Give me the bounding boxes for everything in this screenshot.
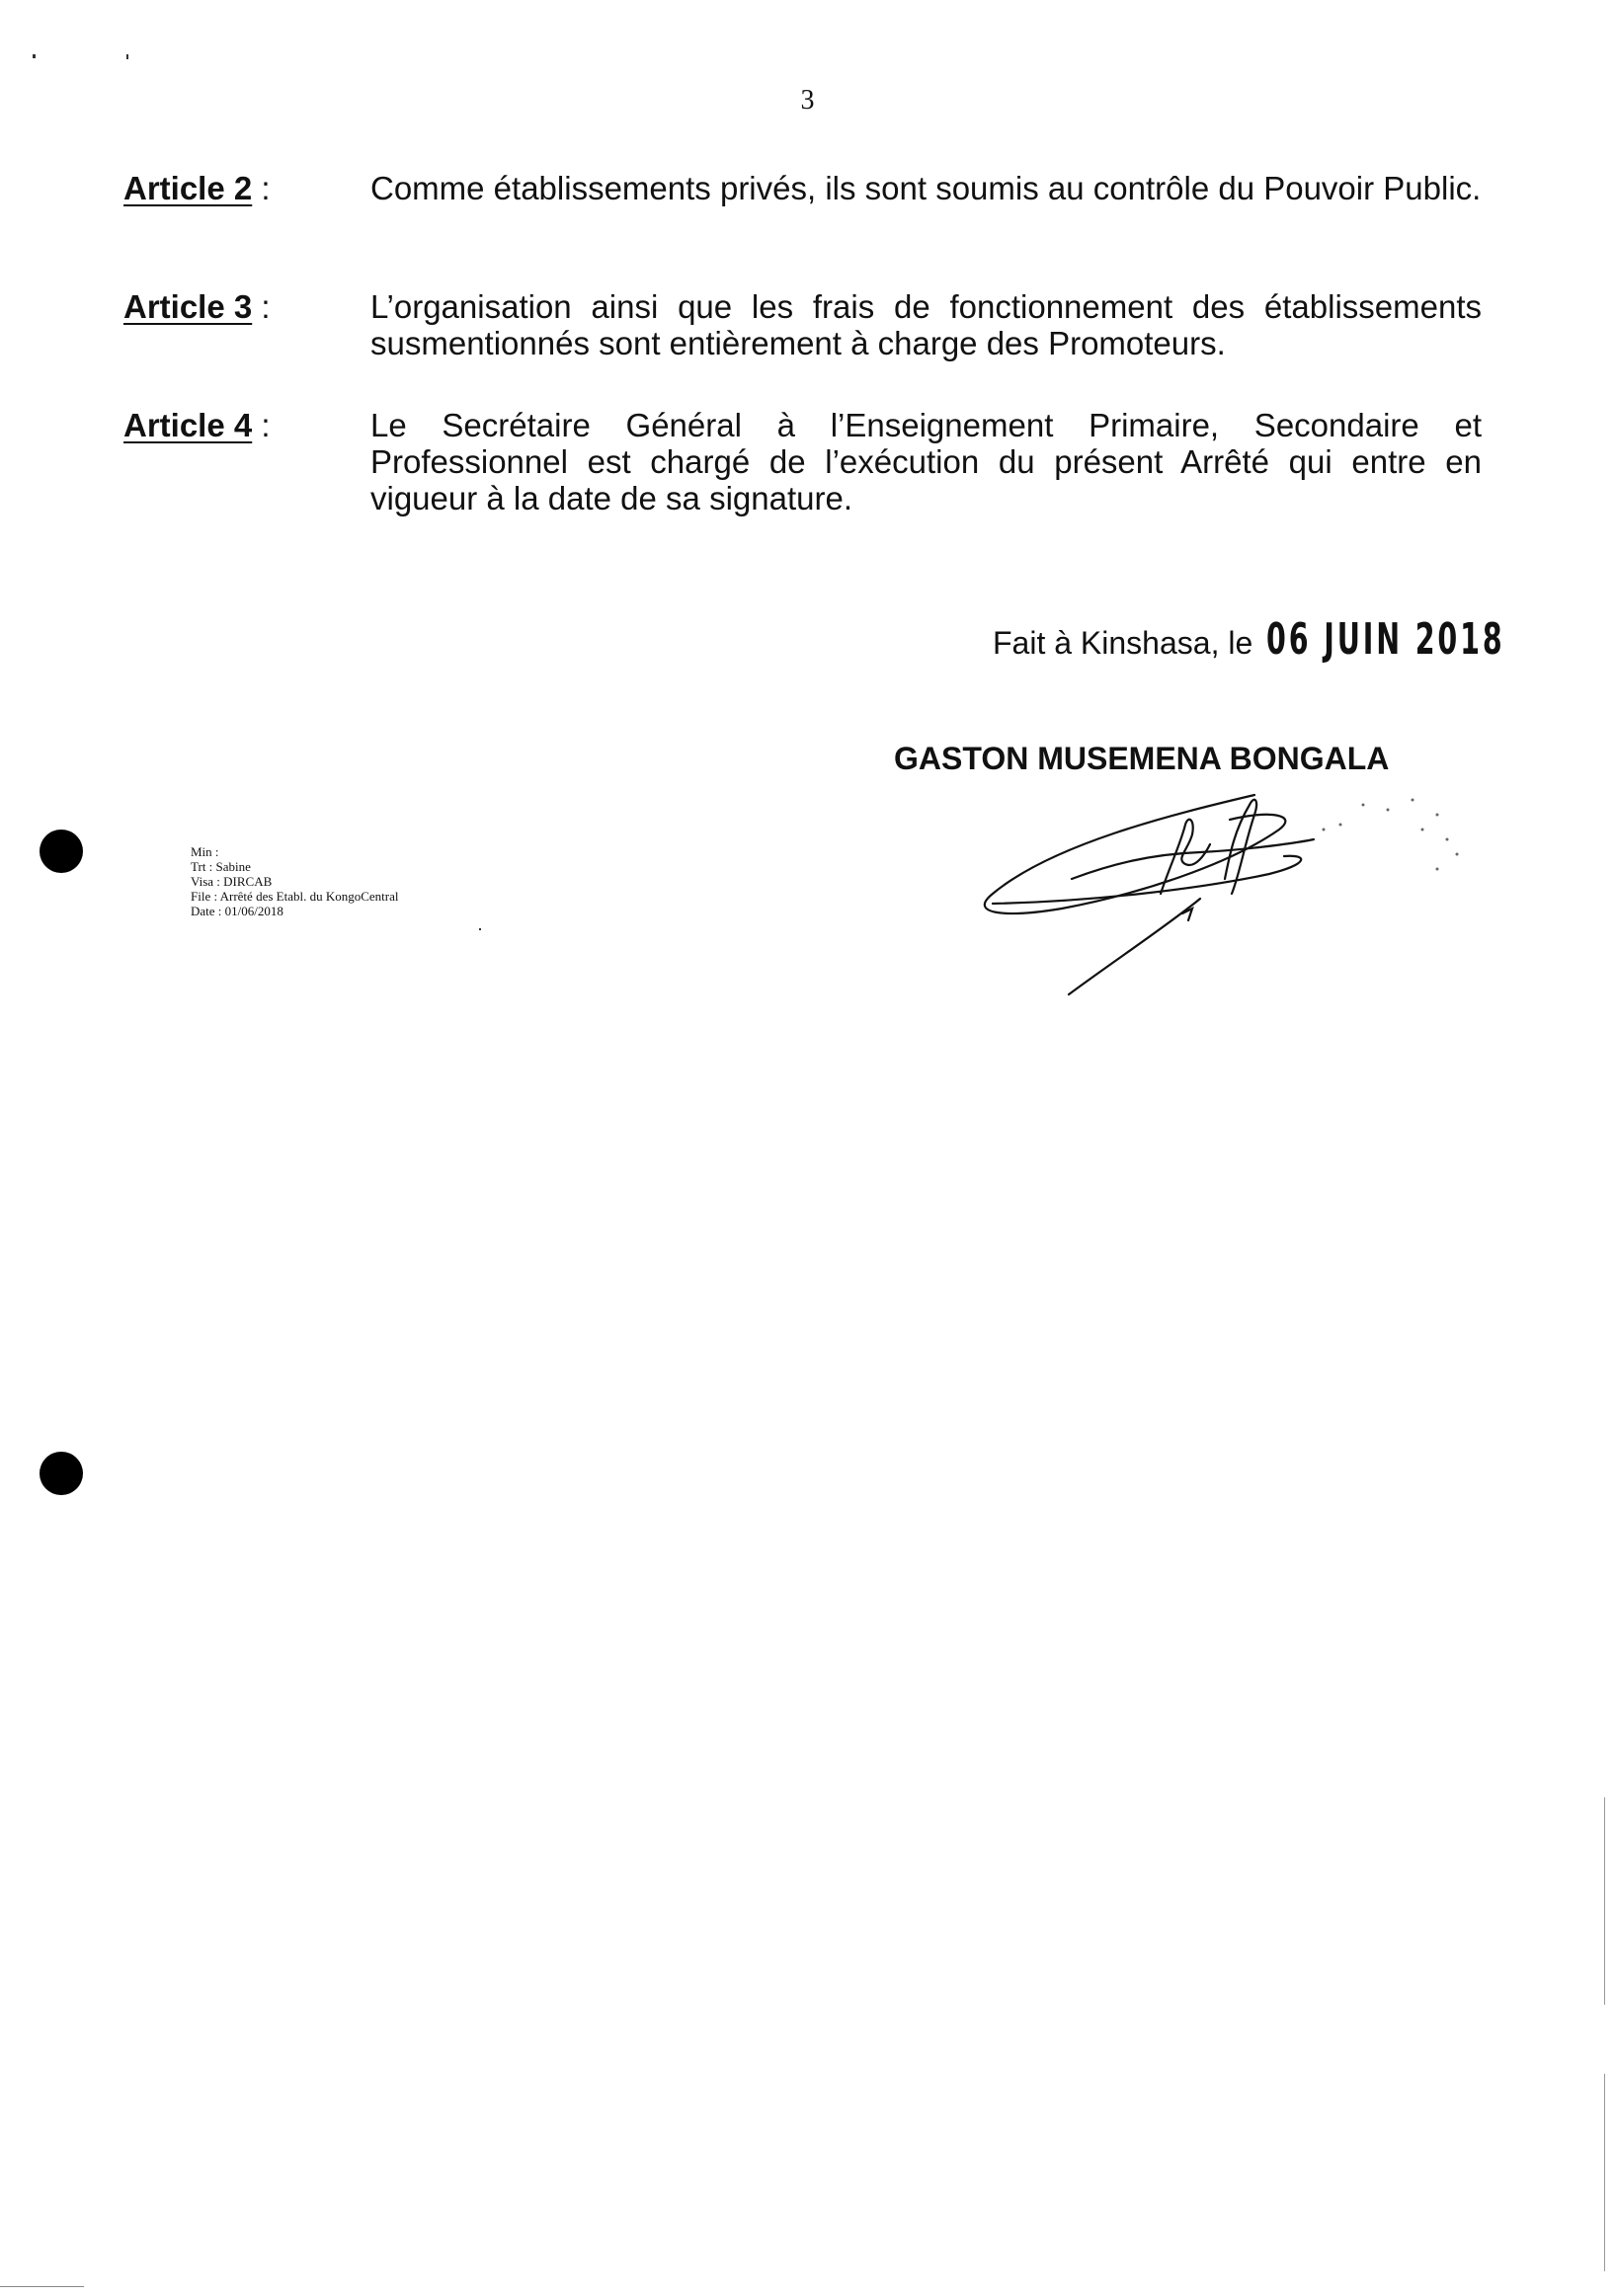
punch-hole bbox=[40, 1452, 83, 1495]
article-colon: : bbox=[252, 407, 271, 443]
signature-tail bbox=[1069, 899, 1200, 994]
reference-min: Min : bbox=[191, 844, 219, 859]
article-label bbox=[123, 288, 271, 326]
closing-place: Fait à Kinshasa, le bbox=[993, 625, 1253, 661]
stamp-trace bbox=[1323, 829, 1326, 831]
article-label-text: Article 3 bbox=[123, 288, 253, 325]
article-label-text: Article 2 bbox=[123, 170, 253, 206]
reference-block bbox=[191, 844, 398, 918]
stamp-trace bbox=[1456, 853, 1459, 856]
signatory-name: GASTON MUSEMENA BONGALA bbox=[894, 741, 1390, 776]
stamp-trace bbox=[1339, 824, 1342, 827]
reference-visa: Visa : DIRCAB bbox=[191, 874, 273, 889]
article-colon: : bbox=[252, 288, 271, 325]
article-text: Le Secrétaire Général à l’Enseignement Primaire, Secondaire et Professionnel est chargé de l’exécution du présent Arrêté qui entre en vigueur à la date de sa signature. bbox=[370, 407, 1482, 516]
closing-place-date bbox=[993, 614, 1598, 665]
article-label bbox=[123, 407, 271, 444]
scan-speck bbox=[126, 54, 128, 59]
stamp-trace bbox=[1421, 829, 1424, 831]
signature-loop bbox=[985, 795, 1286, 913]
stamp-trace bbox=[1446, 838, 1449, 841]
article-text: L’organisation ainsi que les frais de fonctionnement des établissements susmentionnés sont entièrement à charge des Promoteurs. bbox=[370, 288, 1482, 361]
stamp-trace bbox=[1436, 868, 1439, 871]
reference-file: File : Arrêté des Etabl. du KongoCentral bbox=[191, 889, 399, 904]
stamp-trace bbox=[1387, 809, 1390, 812]
article-text: Comme établissements privés, ils sont soumis au contrôle du Pouvoir Public. bbox=[370, 170, 1482, 206]
stamped-date: 06 JUIN 2018 bbox=[1266, 614, 1505, 665]
stamp-trace bbox=[1436, 814, 1439, 817]
scan-edge-line bbox=[1604, 2074, 1605, 2271]
article-label bbox=[123, 170, 271, 207]
stamp-trace bbox=[1412, 799, 1414, 802]
reference-trt: Trt : Sabine bbox=[191, 859, 251, 874]
punch-hole bbox=[40, 830, 83, 873]
stamp-trace bbox=[1362, 804, 1365, 807]
page-number: 3 bbox=[800, 85, 815, 116]
scan-speck bbox=[33, 54, 36, 58]
scan-speck bbox=[479, 928, 481, 930]
scan-edge-line bbox=[0, 2286, 84, 2287]
reference-date: Date : 01/06/2018 bbox=[191, 904, 283, 918]
handwritten-signature bbox=[973, 785, 1516, 1007]
scan-edge-line bbox=[1604, 1797, 1605, 2005]
article-label-text: Article 4 bbox=[123, 407, 253, 443]
article-colon: : bbox=[252, 170, 271, 206]
signature-letter-b bbox=[1161, 820, 1210, 894]
